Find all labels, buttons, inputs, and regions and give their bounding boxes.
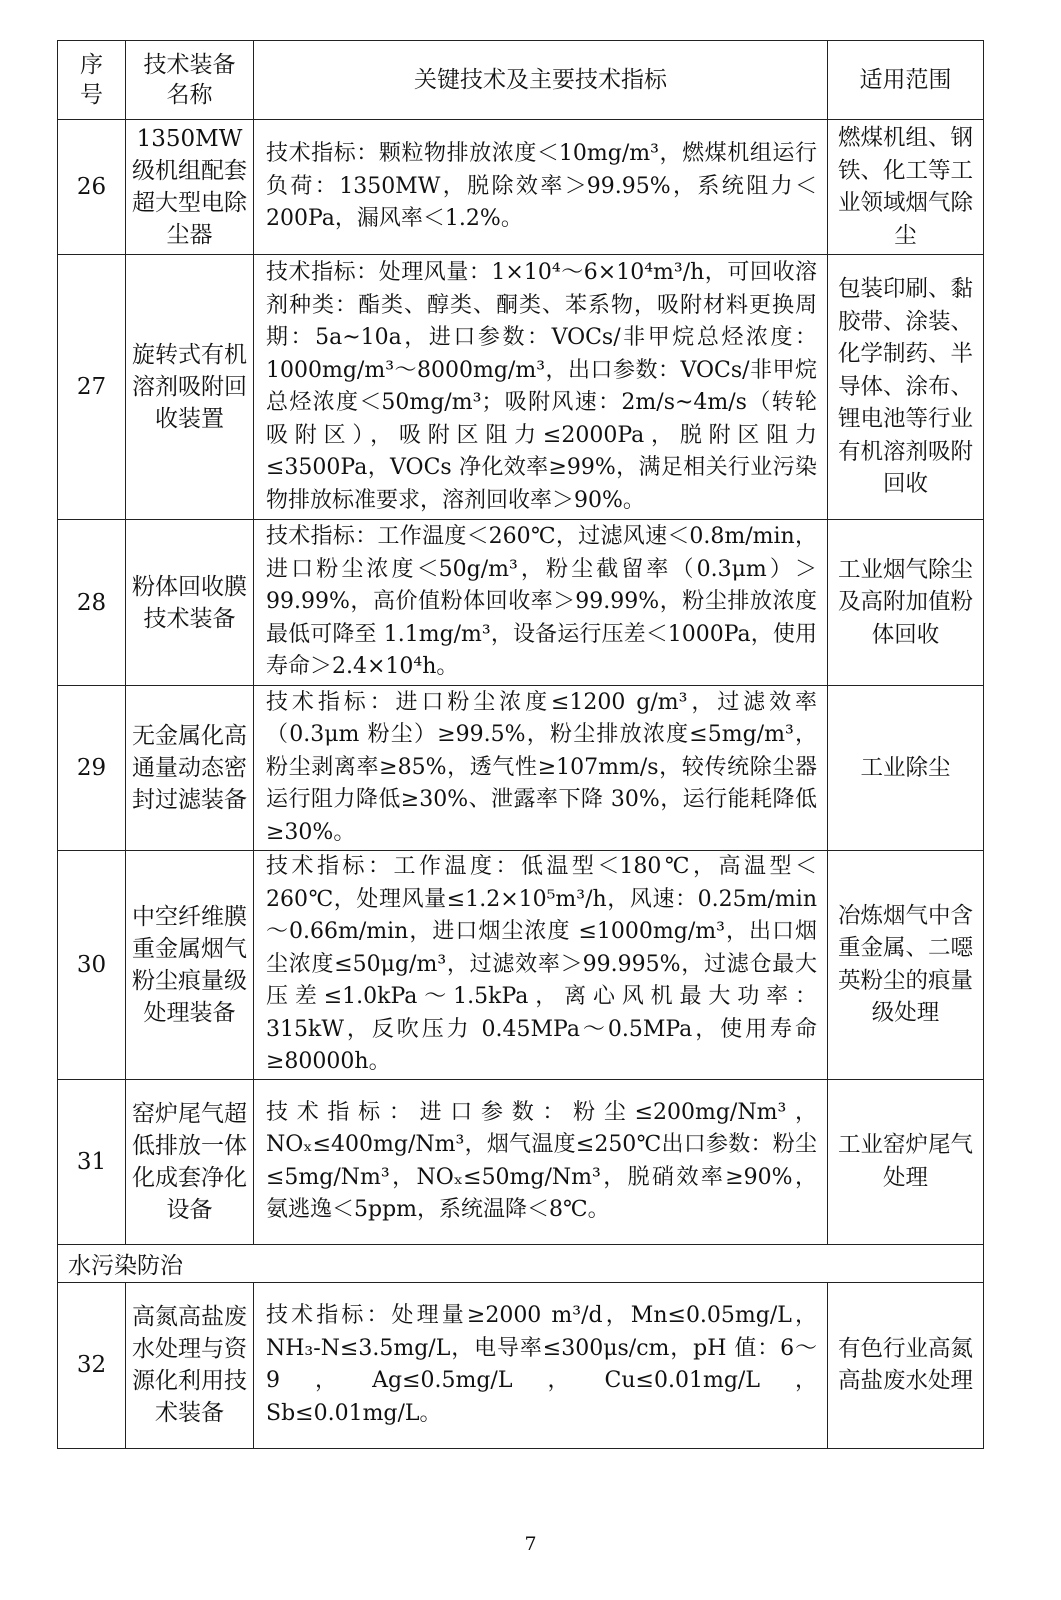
header-name: 技术装备名称 <box>126 41 254 120</box>
application-scope: 工业烟气除尘及高附加值粉体回收 <box>828 520 984 686</box>
tech-spec: 技术指标：处理风量：1×10⁴～6×10⁴m³/h，可回收溶剂种类：酯类、醇类、酮类、苯系物，吸附材料更换周期：5a~10a，进口参数：VOCs/非甲烷总烃浓度：1000mg/m³～8000mg/m³，出口参数：VOCs/非甲烷总烃浓度＜50mg/m³；吸附风速：2m/s~4m/s（转轮吸附区），吸附区阻力≤2000Pa，脱附区阻力≤3500Pa，VOCs 净化效率≥99%，满足相关行业污染物排放标准要求，溶剂回收率＞90%。 <box>254 255 828 520</box>
application-scope: 冶炼烟气中含重金属、二噁英粉尘的痕量级处理 <box>828 851 984 1080</box>
equipment-name: 中空纤维膜重金属烟气粉尘痕量级处理装备 <box>126 851 254 1080</box>
table-row <box>58 686 984 851</box>
row-number: 28 <box>58 520 126 686</box>
application-scope: 包装印刷、黏胶带、涂装、化学制药、半导体、涂布、锂电池等行业有机溶剂吸附回收 <box>828 255 984 520</box>
table-row <box>58 520 984 686</box>
table-row <box>58 851 984 1080</box>
row-number: 29 <box>58 686 126 851</box>
tech-spec: 技术指标：处理量≥2000 m³/d，Mn≤0.05mg/L，NH₃-N≤3.5mg/L，电导率≤300μs/cm，pH 值：6～9，Ag≤0.5mg/L，Cu≤0.01mg/L，Sb≤0.01mg/L。 <box>254 1282 828 1448</box>
row-number: 32 <box>58 1282 126 1448</box>
table-header-row <box>58 41 984 120</box>
row-number: 30 <box>58 851 126 1080</box>
equipment-name: 旋转式有机溶剂吸附回收装置 <box>126 255 254 520</box>
table-row <box>58 120 984 255</box>
equipment-name: 1350MW级机组配套超大型电除尘器 <box>126 120 254 255</box>
section-row <box>58 1244 984 1282</box>
header-seq: 序号 <box>58 41 126 120</box>
tech-spec: 技术指标：颗粒物排放浓度＜10mg/m³，燃煤机组运行负荷：1350MW，脱除效率＞99.95%，系统阻力＜200Pa，漏风率＜1.2%。 <box>254 120 828 255</box>
page-number: 7 <box>524 1533 537 1555</box>
section-title: 水污染防治 <box>58 1244 984 1282</box>
table-row <box>58 1282 984 1448</box>
row-number: 27 <box>58 255 126 520</box>
table-row <box>58 255 984 520</box>
equipment-table <box>57 40 984 1449</box>
application-scope: 工业除尘 <box>828 686 984 851</box>
application-scope: 有色行业高氮高盐废水处理 <box>828 1282 984 1448</box>
tech-spec: 技术指标：工作温度＜260℃，过滤风速＜0.8m/min，进口粉尘浓度＜50g/m³，粉尘截留率（0.3μm）＞99.99%，高价值粉体回收率＞99.99%，粉尘排放浓度最低可降至 1.1mg/m³，设备运行压差＜1000Pa，使用寿命＞2.4×10⁴h。 <box>254 520 828 686</box>
table-body <box>58 120 984 1449</box>
application-scope: 燃煤机组、钢铁、化工等工业领域烟气除尘 <box>828 120 984 255</box>
tech-spec: 技术指标：工作温度：低温型＜180℃，高温型＜260℃，处理风量≤1.2×10⁵m³/h，风速：0.25m/min～0.66m/min，进口烟尘浓度 ≤1000mg/m³，出口烟尘浓度≤50μg/m³，过滤效率＞99.995%，过滤仓最大压差≤1.0kPa～1.5kPa，离心风机最大功率：315kW，反吹压力 0.45MPa～0.5MPa，使用寿命≥80000h。 <box>254 851 828 1080</box>
header-scope: 适用范围 <box>828 41 984 120</box>
table-row <box>58 1079 984 1244</box>
equipment-name: 粉体回收膜技术装备 <box>126 520 254 686</box>
equipment-name: 无金属化高通量动态密封过滤装备 <box>126 686 254 851</box>
equipment-name: 高氮高盐废水处理与资源化利用技术装备 <box>126 1282 254 1448</box>
row-number: 26 <box>58 120 126 255</box>
header-tech: 关键技术及主要技术指标 <box>254 41 828 120</box>
application-scope: 工业窑炉尾气处理 <box>828 1079 984 1244</box>
row-number: 31 <box>58 1079 126 1244</box>
equipment-name: 窑炉尾气超低排放一体化成套净化设备 <box>126 1079 254 1244</box>
tech-spec: 技术指标：进口粉尘浓度≤1200 g/m³，过滤效率（0.3μm 粉尘）≥99.5%，粉尘排放浓度≤5mg/m³，粉尘剥离率≥85%，透气性≥107mm/s，较传统除尘器运行阻力降低≥30%、泄露率下降 30%，运行能耗降低≥30%。 <box>254 686 828 851</box>
tech-spec: 技术指标：进口参数：粉尘≤200mg/Nm³，NOₓ≤400mg/Nm³，烟气温度≤250℃出口参数：粉尘≤5mg/Nm³，NOₓ≤50mg/Nm³，脱硝效率≥90%，氨逃逸＜5ppm，系统温降＜8℃。 <box>254 1079 828 1244</box>
